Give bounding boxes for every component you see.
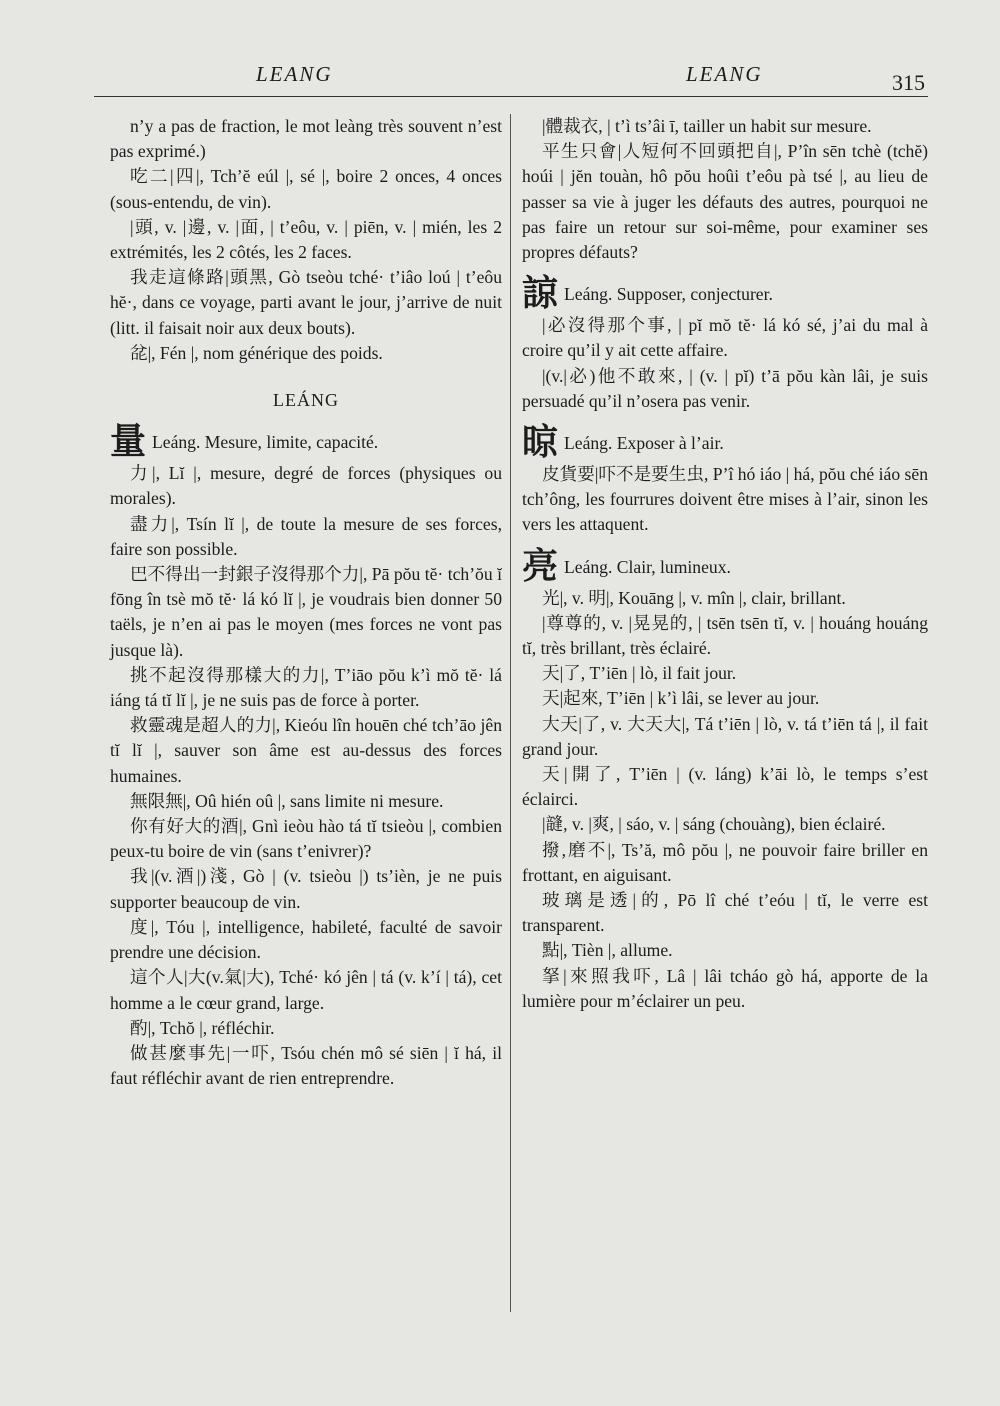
sub-entry: 這个人|大(v.氣|大), Tché· kó jên | tá (v. k’í | tá), cet homme a le cœur grand, large. — [110, 967, 502, 1013]
section-heading: LEÁNG — [273, 390, 339, 411]
sub-entry: 挑不起沒得那樣大的力|, T’iāo pŏu k’ì mŏ tĕ· lá iáng tá tĭ lĭ |, je ne suis pas de force à porter. — [110, 664, 502, 711]
sub-entry: 點|, Tièn |, allume. — [542, 940, 673, 961]
page-number: 315 — [892, 70, 925, 95]
sub-entry: |體裁衣, | t’ì ts’âi ī, tailler un habit sur mesure. — [542, 116, 872, 136]
sub-entry: 我|(v.酒|)淺, Gò | (v. tsieòu |) ts’ièn, je ne puis supporter beaucoup de vin. — [110, 866, 502, 912]
headword: 亮 — [522, 545, 559, 587]
headword: 量 — [110, 421, 147, 463]
sub-entry: 天|起來, T’iēn | k’ì lâi, se lever au jour. — [542, 688, 820, 709]
headword-entry — [110, 423, 502, 461]
sub-entry: n’y a pas de fraction, le mot leàng très souvent n’est pas exprimé.) — [110, 116, 502, 162]
sub-entry: 天|開了, T’iēn | (v. láng) k’āi lò, le temps s’est éclairci. — [522, 764, 928, 810]
right-column — [522, 114, 928, 1014]
sub-entry: |韼, v. |爽, | sáo, v. | sáng (chouàng), bien éclairé. — [542, 814, 886, 835]
left-column — [110, 114, 502, 1091]
sub-entry: 救靈魂是超人的力|, Kieóu lîn houēn ché tch’āo jên tĭ lĭ |, sauver son âme est au-dessus des forces humaines. — [110, 715, 502, 786]
headword: 諒 — [522, 273, 559, 315]
sub-entry: 天|了, T’iēn | lò, il fait jour. — [542, 663, 737, 684]
sub-entry: 盡力|, Tsín lĭ |, de toute la mesure de ses forces, faire son possible. — [110, 513, 502, 559]
sub-entry: |頭, v. |邊, v. |面, | t’eôu, v. | piēn, v. | mién, les 2 extrémités, les 2 côtés, les 2 faces. — [110, 216, 502, 263]
headword-entry — [522, 275, 928, 313]
sub-entry: 我走這條路|頭黑, Gò tseòu tché· t’iâo loú | t’eôu hĕ·, dans ce voyage, parti avant le jour, j’arrive de nuit (litt. il faisait noir aux deux bouts). — [110, 267, 502, 338]
sub-entry: 無限無|, Oû hién oû |, sans limite ni mesure. — [130, 790, 444, 811]
sub-entry: 做甚麼事先|一吓, Tsóu chén mô sé siēn | ĭ há, il faut réfléchir avant de rien entreprendre. — [110, 1042, 502, 1089]
sub-entry: 光|, v. 明|, Kouāng |, v. mîn |, clair, brillant. — [542, 587, 846, 608]
sub-entry: 度|, Tóu |, intelligence, habileté, faculté de savoir prendre une décision. — [110, 916, 502, 963]
running-head-left: LEANG — [256, 62, 333, 86]
sub-entry: 拏|來照我吓, Lâ | lâi tcháo gò há, apporte de la lumière pour m’éclairer un peu. — [522, 965, 928, 1011]
sub-entry: 皮貨要|吓不是要生虫, P’î hó iáo | há, pŏu ché iáo sēn tch’ông, les fourrures doivent être mises à l’air, sinon les vers les attaquent. — [522, 464, 928, 535]
headword-definition: Leáng. Supposer, conjecturer. — [564, 284, 773, 305]
header-rule — [94, 96, 928, 97]
headword-definition: Leáng. Clair, lumineux. — [564, 556, 731, 577]
sub-entry: 玻璃是透|的, Pō lî ché t’eóu | tĭ, le verre est transparent. — [522, 890, 928, 936]
headword-definition: Leáng. Exposer à l’air. — [564, 433, 724, 454]
sub-entry: 兺|, Fén |, nom générique des poids. — [130, 342, 383, 363]
sub-entry: 你有好大的酒|, Gnì ieòu hào tá tĭ tsieòu |, combien peux-tu boire de vin (sans t’enivrer)? — [110, 816, 502, 862]
headword-definition: Leáng. Mesure, limite, capacité. — [152, 432, 379, 453]
sub-entry: 大天|了, v. 大天大|, Tá t’iēn | lò, v. tá t’iēn tá |, il fait grand jour. — [522, 713, 928, 759]
sub-entry: 酌|, Tchŏ |, réfléchir. — [130, 1017, 275, 1038]
sub-entry: 吃二|四|, Tch’ĕ eúl |, sé |, boire 2 onces, 4 onces (sous-entendu, de vin). — [110, 166, 502, 212]
sub-entry: 巴不得出一封銀子沒得那个力|, Pā pŏu tĕ· tch’ŏu ĭ fōng în tsè mŏ tĕ· lá kó lĭ |, je voudrais bien donner 50 taëls, je n’en ai pas le moyen (mes forces ne vont pas jusque là). — [110, 564, 502, 660]
sub-entry: |必沒得那个事, | pĭ mŏ tĕ· lá kó sé, j’ai du mal à croire qu’il y ait cette affaire. — [522, 315, 928, 361]
sub-entry: 撥,磨不|, Ts’ă, mô pŏu |, ne pouvoir faire briller en frottant, en aiguisant. — [522, 839, 928, 885]
running-head-right: LEANG — [686, 62, 763, 86]
headword-entry — [522, 424, 928, 462]
column-divider — [510, 114, 511, 1312]
sub-entry: |尊尊的, v. |晃晃的, | tsēn tsēn tĭ, v. | houáng houáng tĭ, très brillant, très éclairé. — [522, 612, 928, 659]
sub-entry: 平生只會|人短何不回頭把自|, P’în sēn tchè (tchĕ) hoúi | jĕn touàn, hô pŏu hoûi t’eôu pà tsé |, au lieu de passer sa vie à juger les défauts des autres, pourquoi ne pas faire un retour sur soi-même, pour examiner ses propres défauts? — [522, 141, 928, 263]
headword-entry — [522, 545, 928, 587]
sub-entry: 力|, Lĭ |, mesure, degré de forces (physiques ou morales). — [110, 463, 502, 509]
headword: 晾 — [522, 422, 559, 464]
sub-entry: |(v.|必)他不敢來, | (v. | pĭ) t’ā pŏu kàn lâi, je suis persuadé qu’il n’osera pas venir. — [522, 365, 928, 411]
